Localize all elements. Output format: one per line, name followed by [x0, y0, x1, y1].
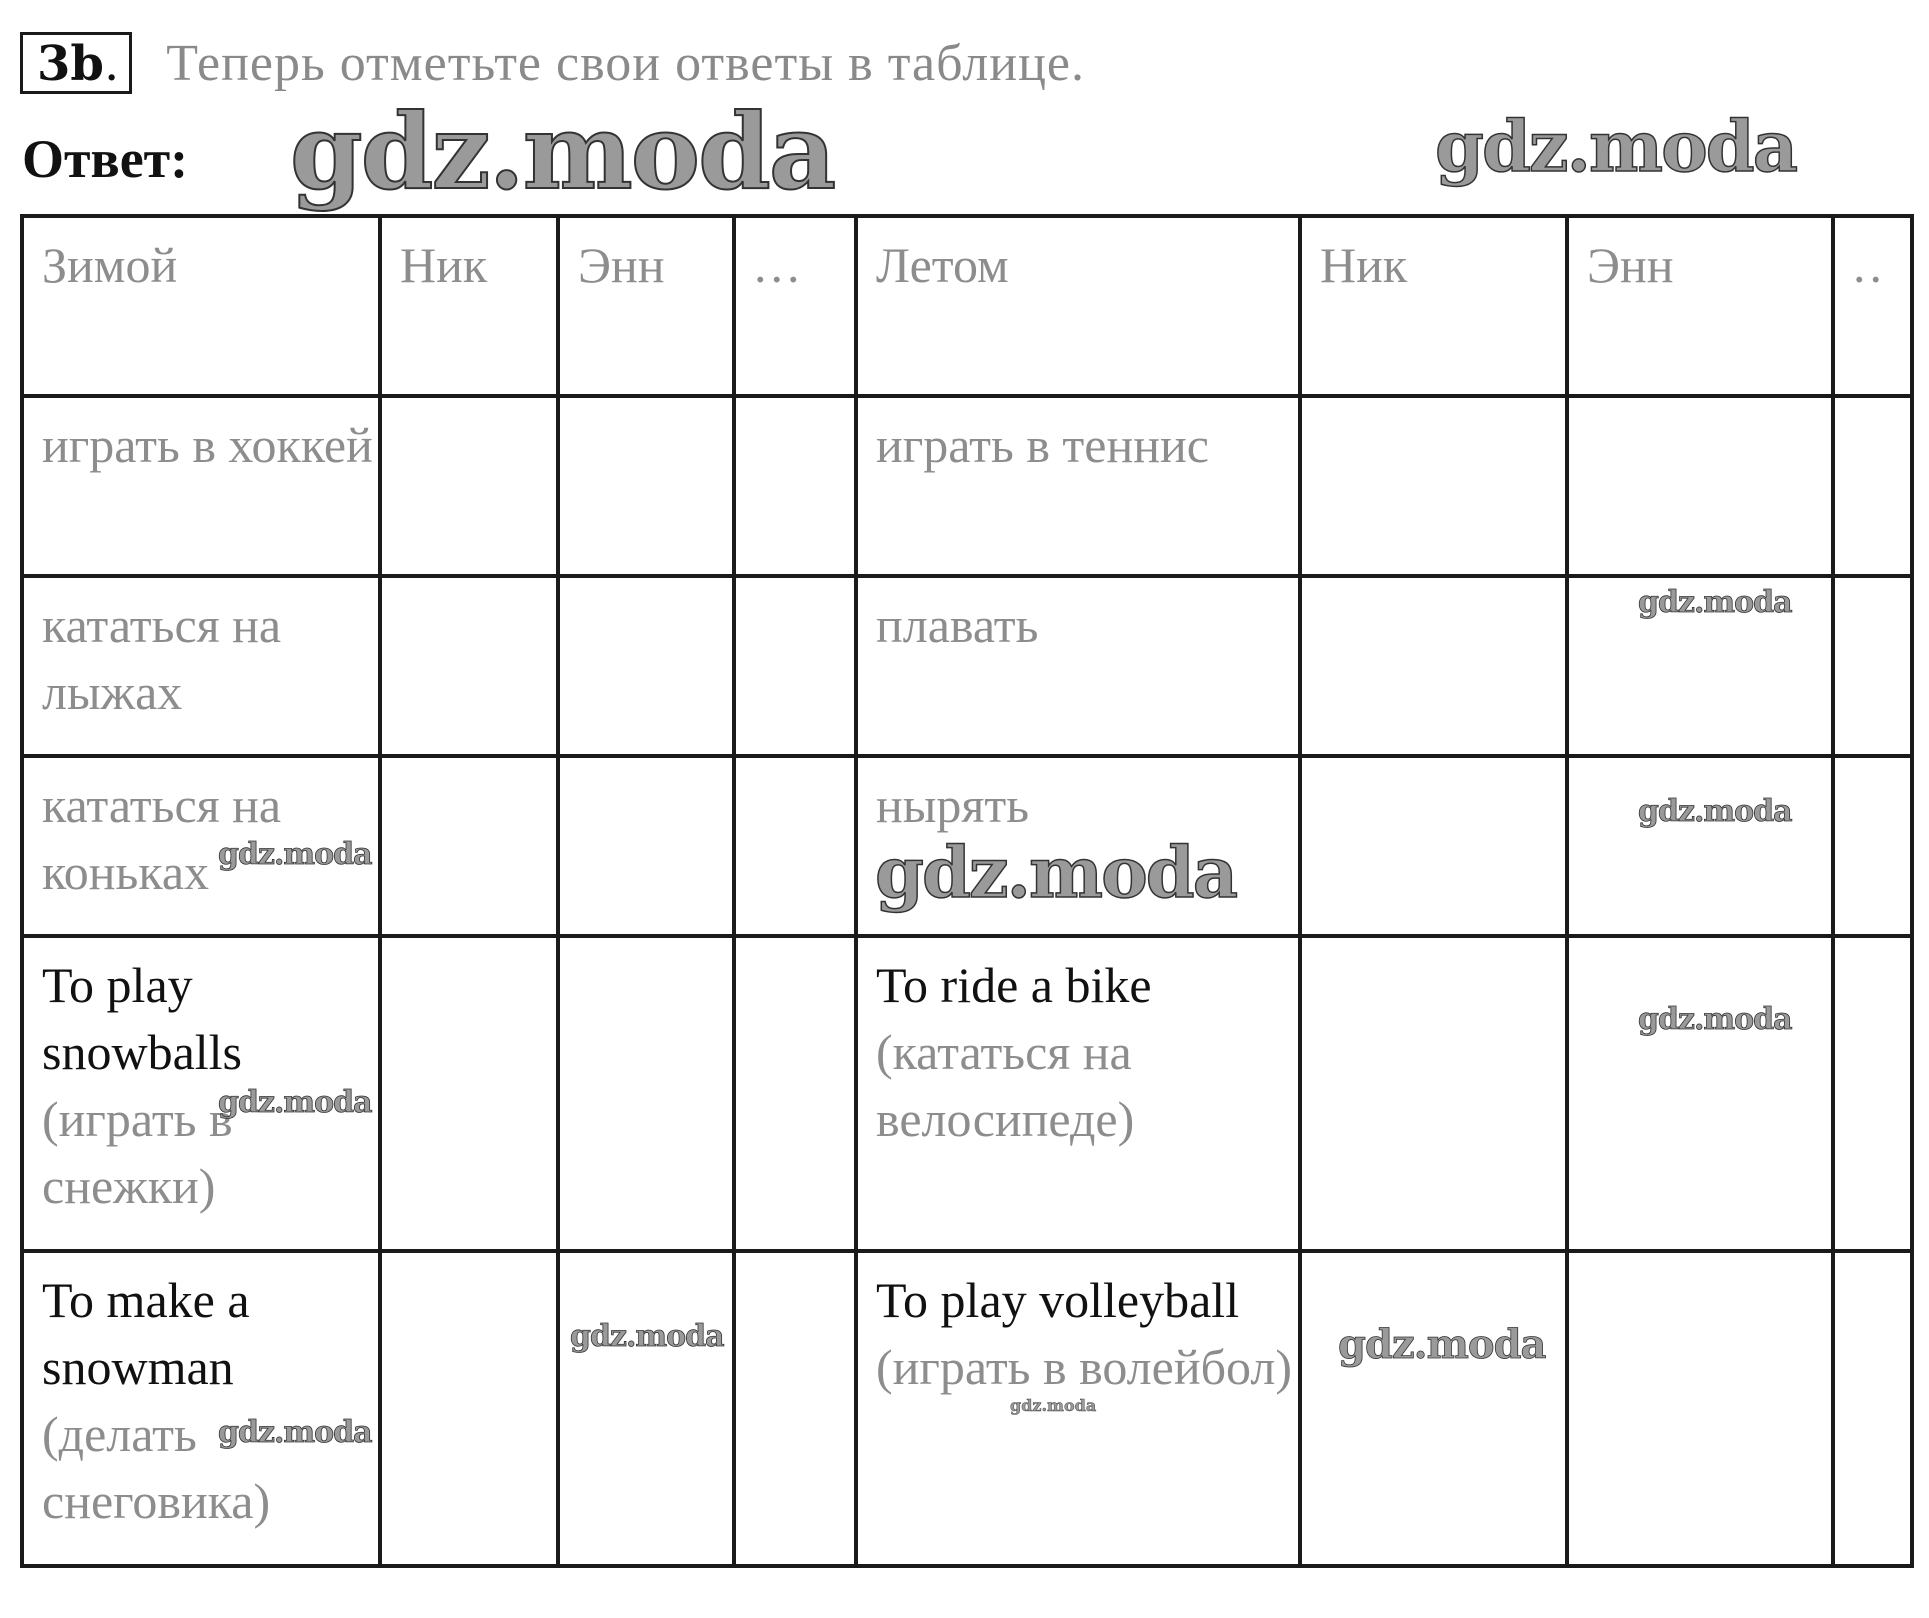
- activity-english: To ride a bike: [876, 957, 1152, 1013]
- header-nick-summer: Ник: [1300, 216, 1567, 396]
- answer-cell: [734, 1251, 856, 1566]
- activity-summer: нырять: [856, 756, 1300, 936]
- answer-cell: [1300, 396, 1567, 576]
- activity-english: To play volleyball: [876, 1272, 1240, 1328]
- task-instruction: Теперь отметьте свои ответы в таблице.: [166, 34, 1085, 92]
- watermark: gdz.moda: [290, 90, 835, 213]
- answer-cell: [734, 396, 856, 576]
- header-nick-winter: Ник: [380, 216, 558, 396]
- activity-summer: играть в теннис: [856, 396, 1300, 576]
- watermark: gdz.moda: [218, 1085, 372, 1120]
- answer-cell: [1300, 576, 1567, 756]
- answer-cell: [1567, 1251, 1833, 1566]
- answer-cell: [558, 936, 734, 1251]
- watermark: gdz.moda: [1010, 1396, 1097, 1415]
- activity-russian: (кататься на велосипеде): [876, 1024, 1135, 1147]
- activity-russian: (играть в волейбол): [876, 1339, 1292, 1395]
- answer-cell: [558, 576, 734, 756]
- watermark: gdz.moda: [1338, 1321, 1546, 1368]
- answer-cell: [380, 576, 558, 756]
- answer-cell: [558, 1251, 734, 1566]
- header-more-summer: ..: [1833, 216, 1912, 396]
- header-ann-summer: Энн: [1567, 216, 1833, 396]
- activity-summer: плавать: [856, 576, 1300, 756]
- header-ann-winter: Энн: [558, 216, 734, 396]
- task-header: [20, 32, 1085, 94]
- answer-cell: [380, 756, 558, 936]
- table-row: [22, 576, 1912, 756]
- header-row: [22, 216, 1912, 396]
- answer-label: Ответ:: [22, 129, 189, 189]
- activity-winter: кататься на лыжах: [22, 576, 380, 756]
- task-number-dot: .: [103, 36, 120, 92]
- activity-english: To play snowballs: [42, 957, 242, 1080]
- answer-cell: [734, 936, 856, 1251]
- answer-cell: [558, 396, 734, 576]
- answer-cell: [1300, 1251, 1567, 1566]
- watermark: gdz.moda: [1638, 1002, 1792, 1037]
- answer-cell: [1833, 756, 1912, 936]
- answer-cell: [1833, 936, 1912, 1251]
- answer-cell: [380, 1251, 558, 1566]
- header-winter: Зимой: [22, 216, 380, 396]
- answer-cell: [380, 936, 558, 1251]
- watermark: gdz.moda: [218, 1415, 372, 1450]
- task-number: 3b: [37, 36, 104, 92]
- answer-cell: [1567, 756, 1833, 936]
- watermark: gdz.moda: [218, 837, 372, 872]
- answer-cell: [1833, 1251, 1912, 1566]
- answer-cell: [1300, 936, 1567, 1251]
- answer-cell: [1833, 576, 1912, 756]
- activity-summer: [856, 936, 1300, 1251]
- table-row: [22, 396, 1912, 576]
- watermark: gdz.moda: [1435, 105, 1797, 188]
- activity-winter: кататься на коньках: [22, 756, 380, 936]
- watermark: gdz.moda: [1638, 794, 1792, 829]
- activity-winter: играть в хоккей: [22, 396, 380, 576]
- answer-cell: [1833, 396, 1912, 576]
- answer-cell: [734, 756, 856, 936]
- answer-cell: [1567, 936, 1833, 1251]
- watermark: gdz.moda: [1638, 585, 1792, 620]
- header-summer: Летом: [856, 216, 1300, 396]
- watermark: gdz.moda: [570, 1319, 724, 1354]
- activity-english: To make a snowman: [42, 1272, 250, 1395]
- task-number-box: [20, 32, 132, 94]
- answer-cell: [558, 756, 734, 936]
- answer-cell: [734, 576, 856, 756]
- table-row: [22, 1251, 1912, 1566]
- watermark: gdz.moda: [875, 831, 1237, 914]
- answer-cell: [380, 396, 558, 576]
- activity-russian: (играть в снежки): [42, 1091, 233, 1214]
- answer-cell: [1567, 396, 1833, 576]
- activity-winter: [22, 1251, 380, 1566]
- header-more-winter: ...: [734, 216, 856, 396]
- activity-russian: (делать снеговика): [42, 1406, 271, 1529]
- answer-cell: [1300, 756, 1567, 936]
